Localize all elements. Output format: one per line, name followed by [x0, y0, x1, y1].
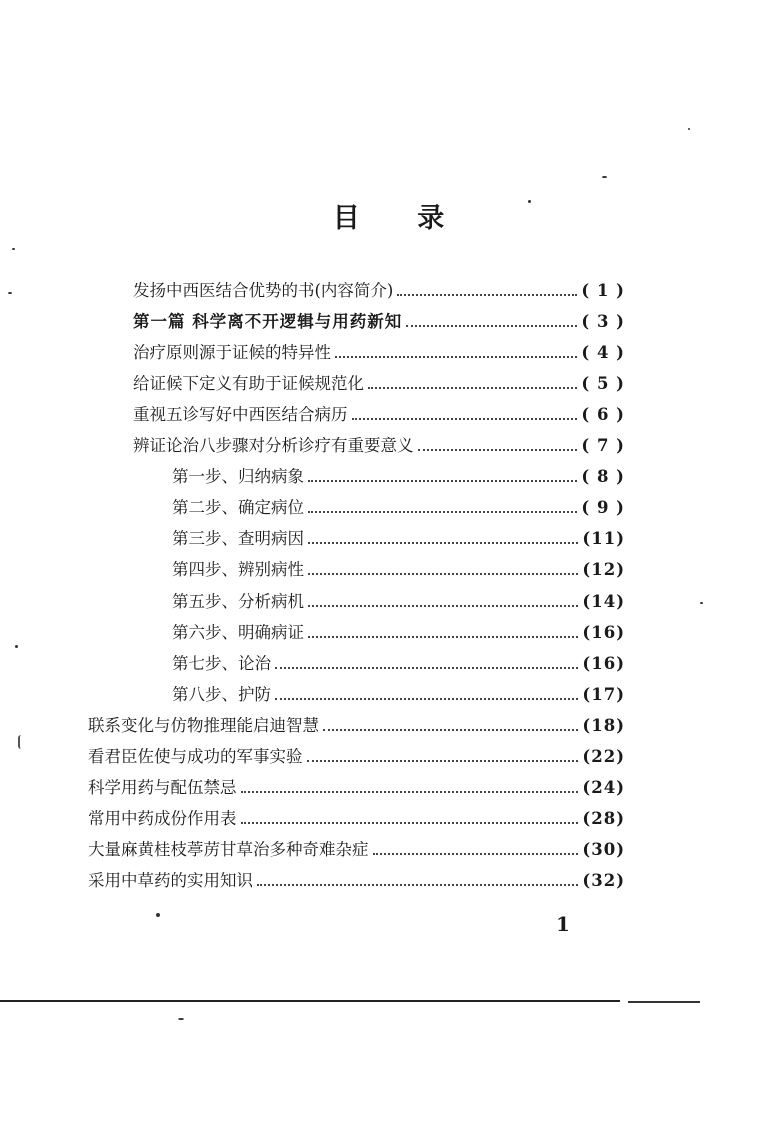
toc-entry: [172, 525, 625, 553]
toc-leader-dots: [275, 667, 578, 669]
toc-leader-dots: [397, 294, 577, 296]
toc-entry: [172, 588, 625, 616]
toc-entry: [133, 401, 625, 429]
toc-entry-page: (30): [582, 839, 625, 859]
toc-entry: [88, 805, 625, 833]
toc-entry-title: 第八步、护防: [172, 684, 271, 704]
toc-entry-page: (17): [582, 684, 625, 704]
scan-speck: [700, 602, 703, 604]
toc-leader-dots: [257, 884, 578, 886]
toc-leader-dots: [275, 698, 578, 700]
toc-leader-dots: [308, 573, 578, 575]
scan-speck: [12, 248, 15, 250]
toc-entry-page: (12): [582, 560, 625, 580]
scan-speck: [602, 176, 607, 178]
page-number: 1: [556, 912, 570, 936]
toc-entry: [133, 339, 625, 367]
toc-leader-dots: [352, 418, 578, 420]
page-title: 目 录: [332, 203, 469, 234]
toc-entry-page: (11): [582, 529, 625, 549]
toc-entry: [172, 494, 625, 522]
toc-entry-title: 治疗原则源于证候的特异性: [133, 343, 331, 363]
toc-entry-title: 常用中药成份作用表: [88, 808, 237, 828]
toc-leader-dots: [406, 325, 577, 327]
toc-entry-page: ( 4 ): [581, 343, 625, 363]
toc-leader-dots: [308, 480, 577, 482]
toc-leader-dots: [308, 511, 577, 513]
toc-entry: [172, 463, 625, 491]
scan-speck: [156, 913, 160, 917]
toc-entry-page: (28): [582, 808, 625, 828]
toc-leader-dots: [323, 729, 578, 731]
bottom-rule-short: [628, 1001, 700, 1003]
toc-leader-dots: [308, 605, 578, 607]
toc-entry: [133, 370, 625, 398]
toc-entry-page: (24): [582, 777, 625, 797]
toc-entry-page: ( 6 ): [581, 405, 625, 425]
toc-entry: [172, 681, 625, 709]
toc-leader-dots: [308, 636, 578, 638]
toc-entry-title: 大量麻黄桂枝葶苈甘草治多种奇难杂症: [88, 839, 369, 859]
toc-leader-dots: [335, 356, 577, 358]
toc-entry: [172, 650, 625, 678]
scan-speck: [18, 735, 24, 749]
toc-entry: [133, 308, 625, 336]
bottom-rule: [0, 1000, 620, 1002]
toc-leader-dots: [368, 387, 577, 389]
scan-speck: [178, 1018, 184, 1020]
toc-entry-title: 第五步、分析病机: [172, 591, 304, 611]
toc-entry-title: 发扬中西医结合优势的书(内容简介): [133, 281, 394, 300]
toc-entry-title: 第六步、明确病证: [172, 622, 304, 642]
toc-entry: [133, 432, 625, 460]
toc-entry-page: (14): [582, 591, 625, 611]
scan-speck: [8, 292, 12, 294]
toc-entry-title: 联系变化与仿物推理能启迪智慧: [88, 715, 319, 735]
scan-speck: [15, 645, 18, 648]
toc-entry-page: (32): [582, 870, 625, 890]
toc-leader-dots: [307, 760, 579, 762]
toc-entry-title: 采用中草药的实用知识: [88, 870, 253, 890]
toc-entry: [88, 743, 625, 771]
toc-entry-title: 科学用药与配伍禁忌: [88, 777, 237, 797]
toc-entry-page: ( 5 ): [581, 374, 625, 394]
toc-entry-page: (16): [582, 653, 625, 673]
toc-entry-title: 第四步、辨别病性: [172, 560, 304, 580]
toc-leader-dots: [241, 791, 579, 793]
toc-entry: [172, 556, 625, 584]
toc-leader-dots: [418, 449, 578, 451]
toc-entry: [88, 712, 625, 740]
toc-entry-title: 辨证论治八步骤对分析诊疗有重要意义: [133, 436, 414, 456]
toc-entry-page: (18): [582, 715, 625, 735]
toc-entry-page: ( 7 ): [581, 436, 625, 456]
toc-entry-title: 给证候下定义有助于证候规范化: [133, 374, 364, 394]
toc-entry-title: 第一步、归纳病象: [172, 467, 304, 487]
toc-entry-page: ( 8 ): [581, 467, 625, 487]
toc-leader-dots: [308, 542, 578, 544]
toc-entry-page: (22): [582, 746, 625, 766]
toc-entry-title: 看君臣佐使与成功的军事实验: [88, 746, 303, 766]
toc-entry-page: ( 1 ): [581, 281, 625, 300]
toc-entry-title: 第七步、论治: [172, 653, 271, 673]
toc-entry-title: 第三步、查明病因: [172, 529, 304, 549]
toc-entry: [172, 619, 625, 647]
toc-leader-dots: [241, 822, 579, 824]
toc-entry-title: 第二步、确定病位: [172, 498, 304, 518]
scan-speck: [528, 200, 531, 203]
scan-speck: [688, 128, 690, 130]
toc-entry-page: ( 9 ): [581, 498, 625, 518]
toc-leader-dots: [373, 853, 579, 855]
toc-entry: [133, 277, 625, 305]
toc-entry: [88, 836, 625, 864]
toc-entry: [88, 867, 625, 895]
toc-entry-page: ( 3 ): [581, 312, 625, 332]
toc-entry-title: 第一篇 科学离不开逻辑与用药新知: [133, 312, 403, 332]
toc-entry: [88, 774, 625, 802]
toc-entry-title: 重视五诊写好中西医结合病历: [133, 405, 348, 425]
toc-entry-page: (16): [582, 622, 625, 642]
